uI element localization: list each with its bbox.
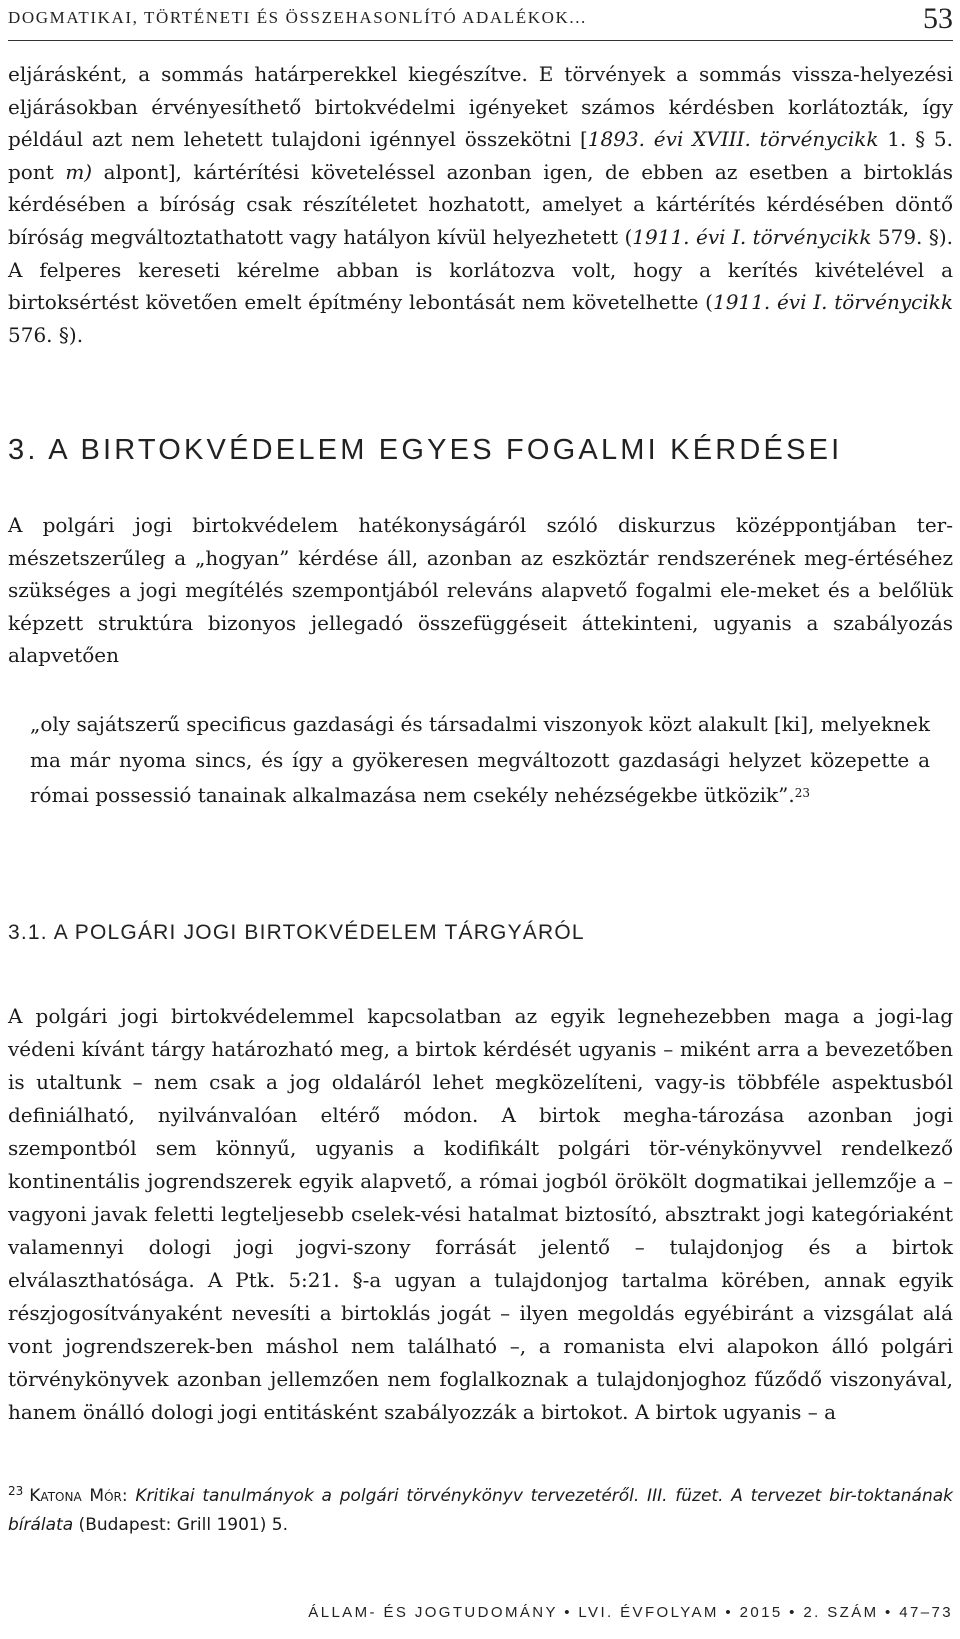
header-rule [8, 40, 953, 41]
running-header-title: DOGMATIKAI, TÖRTÉNETI ÉS ÖSSZEHASONLÍTÓ ADALÉKOK... [8, 8, 587, 27]
page-number: 53 [923, 2, 953, 35]
block-quote [30, 707, 930, 814]
quote-text: „oly sajátszerű specificus gazdasági és társadalmi viszonyok közt alakult [ki], melyeknek ma már nyoma sincs, és így a gyökeresen megváltozott gazdasági helyzet közepette a római possessió tanainak alkalmazása nem csekély nehézségekbe ütközik”. [30, 712, 931, 807]
footnote-reference[interactable]: 23 [794, 786, 811, 800]
paragraph-1-text-c: alpont], kártérítési követeléssel azonban igen, de ebben az esetben a birtoklás kérdésében a bíróság csak részítéletet hozhatott, amelyet a kártérítés kérdésében döntő bíróság megváltoztathatott vagy hatályon kívül helyezhetett ( [8, 159, 953, 249]
running-header [8, 2, 953, 38]
footnote-author: Katona Mór: [29, 1486, 128, 1506]
footnote-number: 23 [8, 1484, 24, 1498]
paragraph-3: A polgári jogi birtokvédelemmel kapcsolatban az egyik legnehezebben maga a jogi-lag védeni kívánt tárgy határozható meg, a birtok kérdését ugyanis – miként arra a bevezetőben is utaltunk – nem csak a jog oldaláról lehet megközelíteni, vagy-is többféle aspektusból definiálható, nyilvánvalóan eltérő módon. A birtok megha-tározása azonban jogi szempontból sem könnyű, ugyanis a kodifikált polgári tör-vénykönyvvel rendelkező kontinentális jogrendszerek egyik alapvető, a római jogból örökölt dogmatikai jellemzője a – vagyoni javak feletti legteljesebb cselek-vési hatalmat biztosító, absztrakt jogi kategóriaként valamennyi dologi jogi jogvi-szony forrását jelentő – tulajdonjog és a birtok elválaszthatósága. A Ptk. 5:21. §-a ugyan a tulajdonjog tartalma körében, annak egyik részjogosítványaként nevesíti a birtoklás jogát – ilyen megoldás egyébiránt a vizsgálat alá vont jogrendszerek-ben máshol nem található –, a romanista elvi alapokon álló polgári törvénykönyvek azonban jellemzően nem foglalkoznak a tulajdonjoghoz fűződő viszonyával, hanem önálló dologi jogi entitásként szabályozzák a birtokot. A birtok ugyanis – a [8, 1004, 953, 1424]
running-footer: ÁLLAM- ÉS JOGTUDOMÁNY • LVI. ÉVFOLYAM • 2015 • 2. SZÁM • 47–73 [308, 1604, 953, 1621]
paragraph-1-text-a: eljárásként, a sommás határperekkel kiegészítve. E törvények a sommás vissza-helyezési eljárásokban érvényesíthető birtokvédelmi igényeket számos kérdésben korlátozták, így például azt nem lehetett tulajdoni igénnyel összekötni [ [8, 62, 953, 152]
law-reference: 1893. évi XVIII. törvénycikk [587, 127, 879, 152]
subsection-heading: 3.1. A POLGÁRI JOGI BIRTOKVÉDELEM TÁRGYÁRÓL [8, 921, 585, 944]
paragraph-1-text-b: 1. § 5. pont [8, 127, 953, 184]
paragraph-2: A polgári jogi birtokvédelem hatékonyságáról szóló diskurzus középpontjában ter-mészetszerűleg a „hogyan” kérdése áll, azonban az eszköztár rendszerének meg-értéséhez szükséges a jogi megítélés szempontjából releváns alapvető fogalmi ele-meket és a belőlük képzett struktúra bizonyos jellegadó összefüggéseit áttekinteni, ugyanis a szabályozás alapvetően [8, 513, 953, 668]
subpoint-reference: m) [65, 159, 93, 184]
paragraph-1-text-d: 579. §). A felperes kereseti kérelme abban is korlátozva volt, hogy a kerítés kivételével a birtoksértést követően emelt építmény lebontását nem követelhette ( [8, 224, 954, 315]
paragraph-1 [8, 58, 953, 351]
law-reference: 1911. évi I. törvénycikk [712, 290, 954, 315]
section-heading: 3. A BIRTOKVÉDELEM EGYES FOGALMI KÉRDÉSEI [8, 434, 843, 466]
footnote-publication: (Budapest: Grill 1901) 5. [73, 1515, 288, 1535]
paragraph-1-text-e: 576. §). [8, 322, 84, 347]
law-reference: 1911. évi I. törvénycikk [632, 224, 872, 249]
footnote-title: Kritikai tanulmányok a polgári törvénykönyv tervezetéről. III. füzet. A tervezet bir-toktanának bírálata [8, 1486, 954, 1535]
footnote [8, 1482, 953, 1539]
